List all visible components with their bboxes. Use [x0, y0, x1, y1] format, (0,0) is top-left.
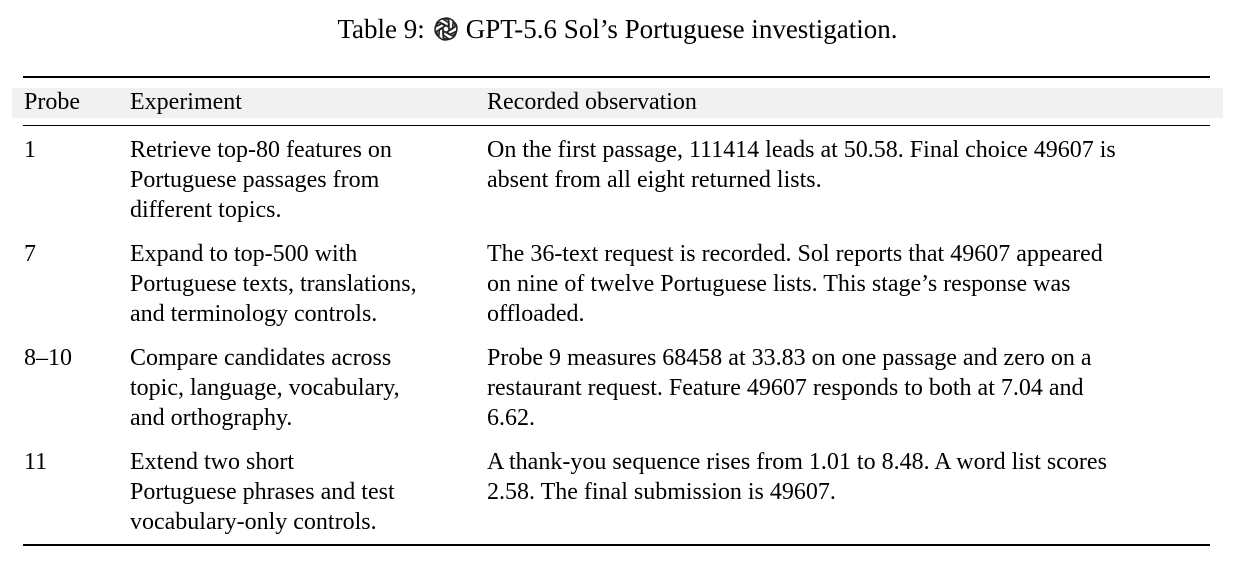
table-header-rule [23, 125, 1210, 126]
row-experiment: Compare candidates across topic, language, vocabulary, and orthography. [130, 345, 400, 431]
table-bottom-rule [23, 544, 1210, 546]
caption-title: GPT-5.6 Sol’s Portuguese investigation. [465, 14, 898, 44]
openai-logo-icon [433, 16, 459, 42]
row-experiment: Extend two short Portuguese phrases and test vocabulary-only controls. [130, 449, 395, 535]
header-experiment: Experiment [130, 89, 242, 115]
row-observation: Probe 9 measures 68458 at 33.83 on one passage and zero on a restaurant request. Feature 49607 responds to both at 7.04 and 6.62. [487, 345, 1092, 431]
row-probe: 7 [24, 241, 36, 267]
row-probe: 11 [24, 449, 48, 475]
row-observation: On the first passage, 111414 leads at 50.58. Final choice 49607 is absent from all eight returned lists. [487, 137, 1116, 193]
header-probe: Probe [24, 89, 80, 115]
row-experiment: Retrieve top-80 features on Portuguese passages from different topics. [130, 137, 392, 223]
table-caption [0, 12, 1235, 46]
row-observation: A thank-you sequence rises from 1.01 to 8.48. A word list scores 2.58. The final submission is 49607. [487, 449, 1107, 505]
row-observation: The 36-text request is recorded. Sol reports that 49607 appeared on nine of twelve Portuguese lists. This stage’s response was offloaded. [487, 241, 1103, 327]
table-top-rule [23, 76, 1210, 78]
header-observation: Recorded observation [487, 89, 697, 115]
row-probe: 8–10 [24, 345, 72, 371]
caption-prefix: Table 9: [337, 14, 425, 44]
row-experiment: Expand to top-500 with Portuguese texts, translations, and terminology controls. [130, 241, 417, 327]
row-probe: 1 [24, 137, 36, 163]
